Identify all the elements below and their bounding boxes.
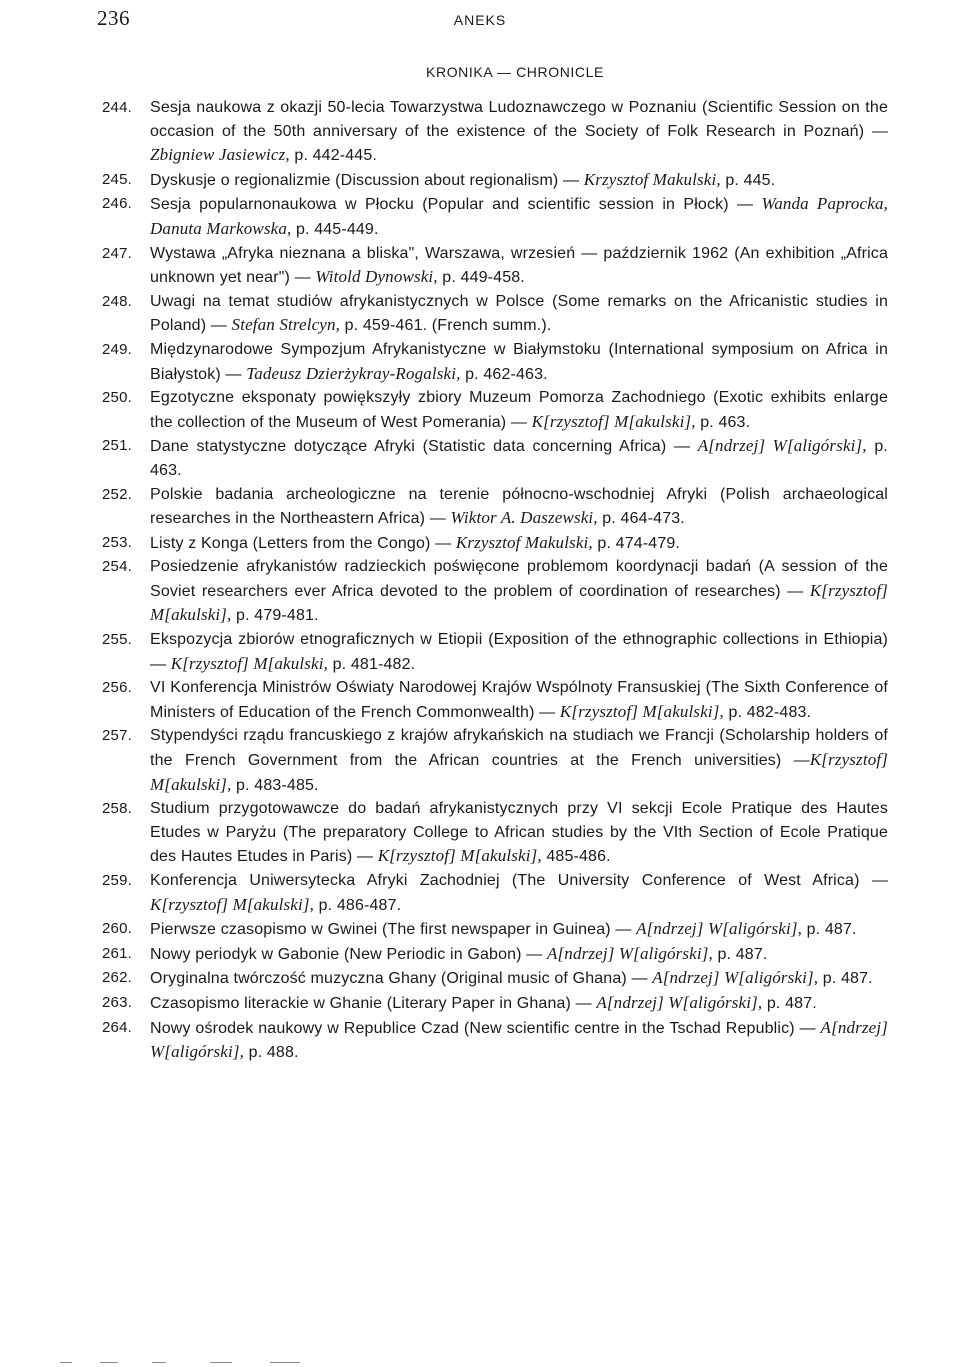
entry-pages: p. 462-463. xyxy=(460,365,548,383)
entry-author: K[rzysztof] M[akulski], xyxy=(531,411,696,431)
entry-author: K[rzysztof] M[akulski], xyxy=(559,701,724,721)
chronicle-entry xyxy=(102,483,888,531)
chronicle-entry xyxy=(102,724,888,797)
entry-pages: p. 445-449. xyxy=(291,220,379,238)
entry-author: A[ndrzej] W[aligórski], xyxy=(596,992,763,1012)
chronicle-entry xyxy=(102,676,888,724)
entry-author: K[rzysztof] M[akulski], xyxy=(150,894,315,914)
entry-author: A[ndrzej] W[aligórski], xyxy=(697,436,867,456)
entry-author: A[ndrzej] W[aligórski], xyxy=(652,968,819,988)
entry-text xyxy=(150,338,888,386)
entry-title: VI Konferencja Ministrów Oświaty Narodowej Krajów Wspólnoty Fransuskiej (The Sixth Conference of Ministers of Education of the French Commonwealth) — xyxy=(150,679,888,721)
entry-number: 262. xyxy=(102,969,132,987)
entry-author: Wiktor A. Daszewski, xyxy=(450,508,598,528)
entry-number: 247. xyxy=(102,244,132,262)
entry-number: 252. xyxy=(102,485,132,503)
entry-title: Studium przygotowawcze do badań afrykanistycznych przy VI sekcji Ecole Pratique des Hautes Etudes w Paryżu (The preparatory College to African studies by the VIth Section of Ecole Pratique des Hautes Etudes in Paris) — xyxy=(150,800,888,866)
entry-text xyxy=(150,96,888,168)
section-title: KRONIKA — CHRONICLE xyxy=(426,64,604,80)
entry-number: 257. xyxy=(102,727,132,745)
entry-number: 254. xyxy=(102,558,132,576)
entry-author: A[ndrzej] W[aligórski], xyxy=(150,1017,888,1062)
entry-number: 246. xyxy=(102,195,132,213)
chronicle-entry xyxy=(102,290,888,338)
chronicle-entry xyxy=(102,96,888,168)
entry-title: Dane statystyczne dotyczące Afryki (Statistic data concerning Africa) — xyxy=(150,438,698,456)
entry-title: Uwagi na temat studiów afrykanistycznych w Polsce (Some remarks on the Africanistic studies in Poland) — xyxy=(150,292,888,335)
entry-text xyxy=(150,942,888,967)
entry-text xyxy=(150,386,888,434)
chronicle-entry xyxy=(102,942,888,967)
entry-number: 253. xyxy=(102,533,132,551)
entry-number: 249. xyxy=(102,340,132,358)
entry-author: A[ndrzej] W[aligórski], xyxy=(547,943,713,963)
chronicle-entry xyxy=(102,555,888,628)
entry-text xyxy=(150,555,888,628)
chronicle-entry xyxy=(102,797,888,869)
entry-text xyxy=(150,724,888,797)
entry-author: K[rzysztof] M[akulski], xyxy=(150,750,888,794)
entry-number: 255. xyxy=(102,631,132,649)
entry-pages: p. 488. xyxy=(244,1044,299,1062)
chronicle-entry xyxy=(102,917,888,942)
entry-pages: p. 445. xyxy=(720,171,776,189)
entry-number: 248. xyxy=(102,292,132,310)
entry-pages: p. 487. xyxy=(762,994,817,1012)
entry-number: 251. xyxy=(102,437,132,455)
entry-title: Polskie badania archeologiczne na terenie północno-wschodniej Afryki (Polish archaeological researches in the Northeastern Africa) — xyxy=(150,485,888,528)
chronicle-entry xyxy=(102,869,888,917)
entry-pages: p. 449-458. xyxy=(437,269,525,287)
chronicle-entry xyxy=(102,991,888,1016)
entry-author: A[ndrzej] W[aligórski], xyxy=(636,919,802,939)
entry-pages: p. 463. xyxy=(695,413,751,431)
chronicle-entry xyxy=(102,386,888,434)
entry-pages: 485-486. xyxy=(541,848,611,866)
entry-author: Stefan Strelcyn, xyxy=(231,315,341,335)
entry-text xyxy=(150,1016,888,1065)
chronicle-entry xyxy=(102,192,888,241)
entry-title: Wystawa „Afryka nieznana a bliska", Warszawa, wrzesień — październik 1962 (An exhibition „Africa unknown yet near") — xyxy=(150,244,888,287)
entry-author: Zbigniew Jasiewicz, xyxy=(150,145,290,165)
entry-title: Konferencja Uniwersytecka Afryki Zachodniej (The University Conference of West Africa) — xyxy=(150,872,888,889)
entry-author: K[rzysztof] M[akulski, xyxy=(170,653,329,673)
page-number: 236 xyxy=(97,6,130,30)
entry-author: K[rzysztof] M[akulski], xyxy=(377,846,542,866)
chronicle-entry xyxy=(102,966,888,991)
entry-title: Nowy ośrodek naukowy w Republice Czad (New scientific centre in the Tschad Republic) — xyxy=(150,1019,821,1037)
entry-pages: p. 483-485. xyxy=(231,776,319,794)
entry-number: 260. xyxy=(102,920,132,938)
entry-number: 245. xyxy=(102,170,132,188)
entry-pages: p. 464-473. xyxy=(597,510,685,528)
entry-text xyxy=(150,676,888,724)
chronicle-entry xyxy=(102,168,888,193)
chronicle-entry xyxy=(102,531,888,556)
entry-text xyxy=(150,628,888,676)
entry-title: Egzotyczne eksponaty powiększyły zbiory Muzeum Pomorza Zachodniego (Exotic exhibits enlarge the collection of the Museum of West Pomerania) — xyxy=(150,389,888,431)
entry-pages: p. 482-483. xyxy=(723,703,812,721)
entry-text xyxy=(150,483,888,531)
entry-title: Listy z Konga (Letters from the Congo) — xyxy=(150,534,456,552)
entry-text xyxy=(150,434,888,482)
entry-number: 256. xyxy=(102,679,132,697)
entry-title: Dyskusje o regionalizmie (Discussion about regionalism) — xyxy=(150,171,584,189)
chronicle-entry xyxy=(102,434,888,482)
entry-author: Witold Dynowski, xyxy=(315,267,438,287)
entry-pages: p. 481-482. xyxy=(328,655,416,673)
entry-pages: p. 463. xyxy=(150,438,888,479)
entry-author: Krzysztof Makulski, xyxy=(455,532,593,552)
entry-text xyxy=(150,192,888,241)
entry-pages: p. 442-445. xyxy=(289,147,377,165)
entry-title: Ekspozycja zbiorów etnograficznych w Etiopii (Exposition of the ethnographic collections in Ethiopia) — xyxy=(150,631,888,673)
entry-pages: p. 487. xyxy=(801,921,857,939)
entry-title: Czasopismo literackie w Ghanie (Literary Paper in Ghana) — xyxy=(150,994,597,1012)
entry-title: Stypendyści rządu francuskiego z krajów afrykańskich na studiach we Francji (Scholarship holders of the French Government from the African countries at the French universities) — xyxy=(150,727,888,770)
chronicle-entry xyxy=(102,242,888,290)
entry-title: Posiedzenie afrykanistów radzieckich poświęcone problemom koordynacji badań (A session of the Soviet researchers ever Africa devoted to the problem of coordination of researches) — xyxy=(150,558,888,600)
entry-pages: p. 474-479. xyxy=(592,534,681,552)
entry-text xyxy=(150,242,888,290)
entry-title: Nowy periodyk w Gabonie (New Periodic in Gabon) — xyxy=(150,945,547,963)
scan-artifact-marks xyxy=(60,1362,320,1364)
entry-text xyxy=(150,917,888,942)
entry-number: 263. xyxy=(102,993,132,1011)
entry-title: Oryginalna twórczość muzyczna Ghany (Original music of Ghana) — xyxy=(150,970,653,988)
entry-pages: p. 459-461. (French summ.). xyxy=(340,317,552,335)
entry-author: Tadeusz Dzierżykray-Rogalski, xyxy=(246,363,461,383)
entry-title: Sesja naukowa z okazji 50-lecia Towarzystwa Ludoznawczego w Poznaniu (Scientific Session on the occasion of the 50th anniversary of the existence of the Society of Folk Research in Poznań) — xyxy=(150,99,888,140)
entry-number: 261. xyxy=(102,944,132,962)
entry-number: 244. xyxy=(102,99,132,116)
entry-text xyxy=(150,966,888,991)
entry-text xyxy=(150,797,888,869)
entry-number: 259. xyxy=(102,872,132,889)
entry-text xyxy=(150,991,888,1016)
chronicle-entry xyxy=(102,1016,888,1065)
chronicle-entry xyxy=(102,628,888,676)
entry-pages: p. 486-487. xyxy=(314,896,402,914)
entry-author: Wanda Paprocka, Danuta Markowska, xyxy=(150,194,888,238)
entry-number: 264. xyxy=(102,1018,132,1036)
entry-title: Pierwsze czasopismo w Gwinei (The first newspaper in Guinea) — xyxy=(150,921,637,939)
entry-author: Krzysztof Makulski, xyxy=(583,169,721,189)
entry-pages: p. 487. xyxy=(712,945,768,963)
entry-title: Sesja popularnonaukowa w Płocku (Popular and scientific session in Płock) — xyxy=(150,196,762,214)
entry-text xyxy=(150,290,888,338)
entry-text xyxy=(150,168,888,193)
entry-number: 250. xyxy=(102,389,132,407)
entry-pages: p. 487. xyxy=(818,970,873,988)
chronicle-entry xyxy=(102,338,888,386)
entry-pages: p. 479-481. xyxy=(231,607,319,625)
chronicle-entry-list xyxy=(102,96,888,1065)
entry-author: K[rzysztof] M[akulski], xyxy=(150,580,888,625)
entry-title: Międzynarodowe Sympozjum Afrykanistyczne w Białymstoku (International symposium on Africa in Białystok) — xyxy=(150,340,888,383)
entry-text xyxy=(150,869,888,917)
running-head: ANEKS xyxy=(453,12,507,28)
entry-text xyxy=(150,531,888,556)
entry-number: 258. xyxy=(102,800,132,818)
